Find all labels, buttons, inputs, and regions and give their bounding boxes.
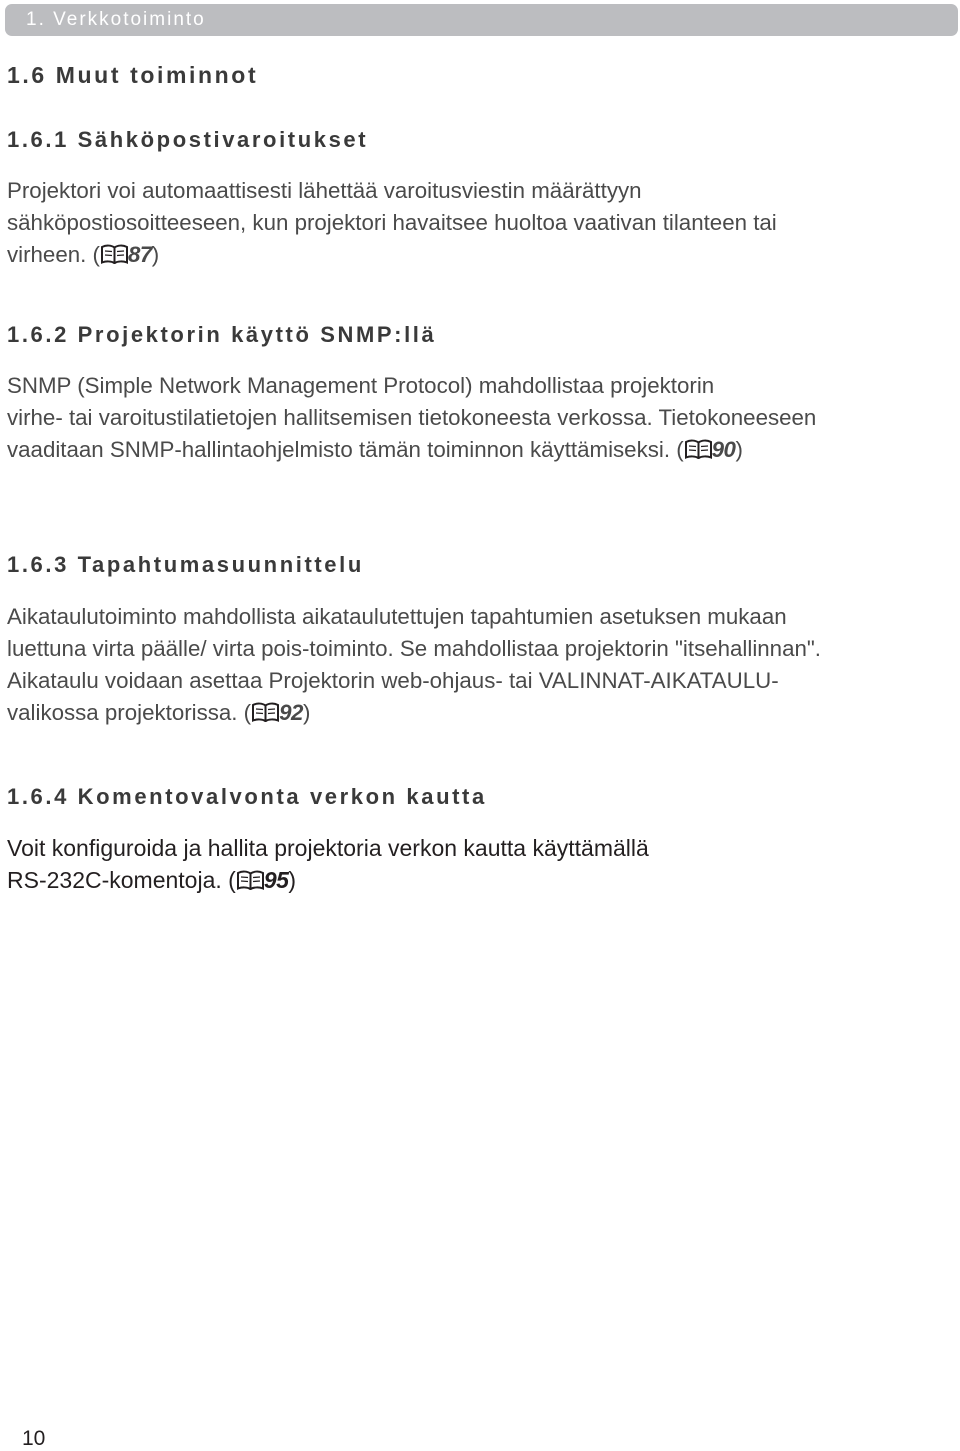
paragraph-email-alerts <box>7 175 957 271</box>
page-reference-link[interactable] <box>684 437 736 462</box>
text-line <box>7 434 957 466</box>
subsection-title-snmp: 1.6.2 Projektorin käyttö SNMP:llä <box>7 322 437 347</box>
text-line: Projektori voi automaattisesti lähettää varoitusviestin määrättyyn <box>7 178 642 203</box>
text-line <box>7 239 957 271</box>
paragraph-event-scheduling <box>7 601 957 729</box>
text-fragment: ) <box>288 867 297 893</box>
reference-page-number: 92 <box>279 700 303 725</box>
reference-page-number: 90 <box>711 437 736 462</box>
book-icon <box>685 439 712 459</box>
text-line: Aikataulu voidaan asettaa Projektorin web-ohjaus- tai VALINNAT-AIKATAULU- <box>7 668 779 693</box>
page-reference-link[interactable] <box>236 867 289 893</box>
text-line <box>7 864 957 896</box>
text-line: virhe- tai varoitustilatietojen hallitsemisen tietokoneesta verkossa. Tietokoneeseen <box>7 405 817 430</box>
book-icon <box>237 870 264 890</box>
page-reference-link[interactable] <box>251 700 303 725</box>
subsection-title-command-control: 1.6.4 Komentovalvonta verkon kautta <box>7 784 487 809</box>
section-title: 1.6 Muut toiminnot <box>7 62 259 88</box>
text-line: SNMP (Simple Network Management Protocol) mahdollistaa projektorin <box>7 373 715 398</box>
reference-page-number: 87 <box>127 242 152 267</box>
chapter-title: 1. Verkkotoiminto <box>26 9 206 30</box>
text-line <box>7 697 957 729</box>
text-fragment: ) <box>302 700 311 725</box>
text-fragment: ) <box>151 242 160 267</box>
book-icon <box>252 702 279 722</box>
text-fragment: virheen. ( <box>7 242 100 267</box>
text-line: Aikataulutoiminto mahdollista aikataulutettujen tapahtumien asetuksen mukaan <box>7 604 787 629</box>
chapter-header-bar <box>5 4 958 36</box>
text-line: sähköpostiosoitteeseen, kun projektori havaitsee huoltoa vaativan tilanteen tai <box>7 210 777 235</box>
text-line: Voit konfiguroida ja hallita projektoria verkon kautta käyttämällä <box>7 835 649 861</box>
paragraph-command-control <box>7 832 957 896</box>
subsection-title-email-alerts: 1.6.1 Sähköpostivaroitukset <box>7 127 369 152</box>
paragraph-snmp <box>7 370 957 466</box>
book-icon <box>101 244 128 264</box>
reference-page-number: 95 <box>263 867 289 893</box>
text-fragment: vaaditaan SNMP-hallintaohjelmisto tämän toiminnon käyttämiseksi. ( <box>7 437 684 462</box>
text-fragment: ) <box>735 437 743 462</box>
text-fragment: valikossa projektorissa. ( <box>7 700 252 725</box>
page-reference-link[interactable] <box>100 242 152 267</box>
subsection-title-event-scheduling: 1.6.3 Tapahtumasuunnittelu <box>7 552 364 577</box>
text-fragment: RS-232C-komentoja. ( <box>7 867 236 893</box>
page-number: 10 <box>22 1427 46 1450</box>
text-line: luettuna virta päälle/ virta pois-toiminto. Se mahdollistaa projektorin "itsehallinnan". <box>7 636 821 661</box>
